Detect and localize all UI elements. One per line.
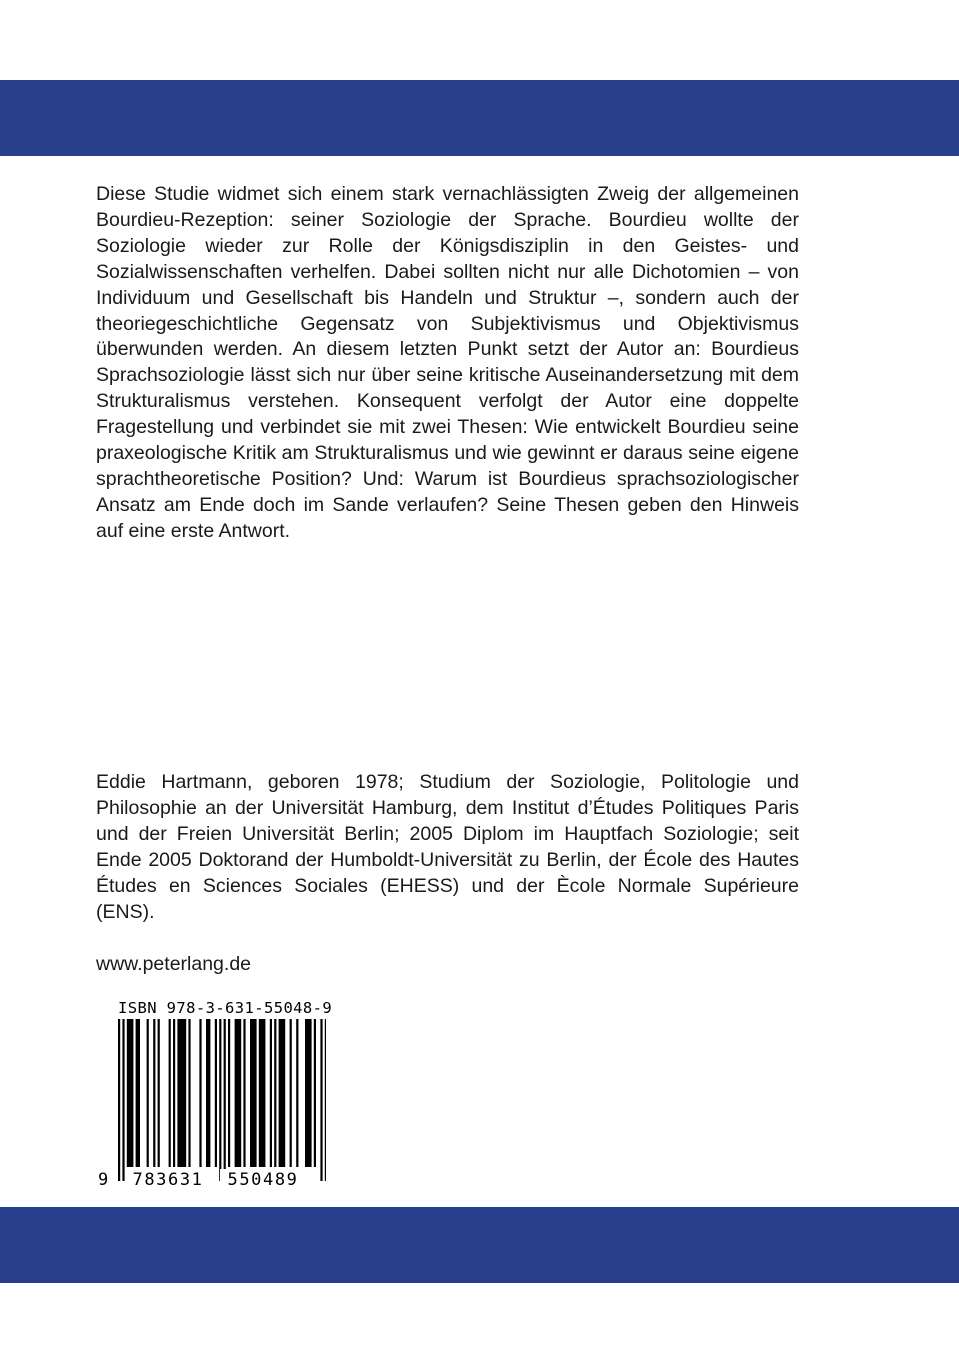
barcode-bar-8 bbox=[173, 1019, 175, 1167]
barcode-bar-18 bbox=[243, 1019, 245, 1167]
publisher-website[interactable]: www.peterlang.de bbox=[96, 953, 252, 975]
book-description: Diese Studie widmet sich einem stark vernachlässigten Zweig der allgemeinen Bourdieu-Rezeption: seiner Soziologie der Sprache. Bourdieu wollte der Soziologie wieder zur Rolle der Königsdisziplin in den Geistes- und Sozialwissenschaften verhelfen. Dabei sollten nicht nur alle Dichotomien – von Individuum und Gesellschaft bis Handeln und Struktur –, sondern auch der theoriegeschichtliche Gegensatz von Subjektivismus und Objektivismus überwunden werden. An diesem letzten Punkt setzt der Autor an: Bourdieus Sprachsoziologie lässt sich nur über seine kritische Auseinandersetzung mit dem Strukturalismus verstehen. Konsequent verfolgt der Autor eine doppelte Fragestellung und verbindet sie mit zwei Thesen: Wie entwickelt Bourdieu seine praxeologische Kritik am Strukturalismus und wie gewinnt er daraus seine eigene sprachtheoretische Position? Und: Warum ist Bourdieus sprachsoziologischer Ansatz am Ende doch im Sande verlaufen? Seine Thesen geben den Hinweis auf eine erste Antwort. bbox=[96, 183, 799, 542]
author-biography: Eddie Hartmann, geboren 1978; Studium der Soziologie, Politologie und Philosophie an der Universität Hamburg, dem Institut d’Études Politiques Paris und der Freien Universität Berlin; 2005 Diplom im Hauptfach Soziologie; seit Ende 2005 Doktorand der Humboldt-Universität zu Berlin, der École des Hautes Études en Sciences Sociales (EHESS) und der Ècole Normale Supérieure (ENS). bbox=[96, 771, 799, 923]
barcode-bar-1 bbox=[122, 1019, 124, 1181]
barcode-bar-4 bbox=[147, 1019, 149, 1167]
barcode-bar-7 bbox=[169, 1019, 171, 1167]
barcode-bar-20 bbox=[259, 1019, 266, 1167]
barcode-bar-13 bbox=[215, 1019, 217, 1167]
barcode-bar-2 bbox=[127, 1019, 134, 1167]
barcode-bar-29 bbox=[325, 1019, 326, 1181]
barcode-bar-9 bbox=[177, 1019, 186, 1167]
barcode-bar-16 bbox=[228, 1019, 230, 1167]
barcode-bar-0 bbox=[118, 1019, 120, 1181]
barcode-digit-lead: 9 bbox=[98, 1170, 109, 1190]
barcode-digit-group-right: 550489 bbox=[220, 1169, 306, 1191]
isbn-label: ISBN 978-3-631-55048-9 bbox=[118, 999, 333, 1017]
barcode-digits bbox=[96, 1169, 326, 1191]
barcode-bar-5 bbox=[153, 1019, 155, 1167]
barcode-bar-3 bbox=[136, 1019, 140, 1167]
barcode-bar-24 bbox=[290, 1019, 292, 1167]
barcode-bar-19 bbox=[250, 1019, 257, 1167]
barcode-digit-group-left: 783631 bbox=[126, 1169, 210, 1191]
barcode-bar-21 bbox=[270, 1019, 272, 1167]
barcode-bars bbox=[96, 1019, 326, 1194]
barcode-bar-23 bbox=[279, 1019, 286, 1167]
top-blue-band bbox=[0, 80, 959, 156]
barcode-bar-10 bbox=[188, 1019, 190, 1167]
barcode-bar-22 bbox=[274, 1019, 276, 1167]
barcode-bar-26 bbox=[305, 1019, 312, 1167]
barcode-bar-6 bbox=[158, 1019, 160, 1167]
bottom-blue-band bbox=[0, 1207, 959, 1283]
barcode-bar-28 bbox=[320, 1019, 322, 1181]
barcode-bar-11 bbox=[199, 1019, 201, 1167]
barcode-bar-15 bbox=[224, 1019, 226, 1181]
barcode-bar-14 bbox=[219, 1019, 221, 1181]
barcode-bar-25 bbox=[296, 1019, 298, 1167]
isbn-barcode bbox=[96, 1019, 326, 1194]
barcode-bar-12 bbox=[206, 1019, 210, 1167]
barcode-bar-27 bbox=[314, 1019, 316, 1167]
barcode-bar-17 bbox=[235, 1019, 242, 1167]
